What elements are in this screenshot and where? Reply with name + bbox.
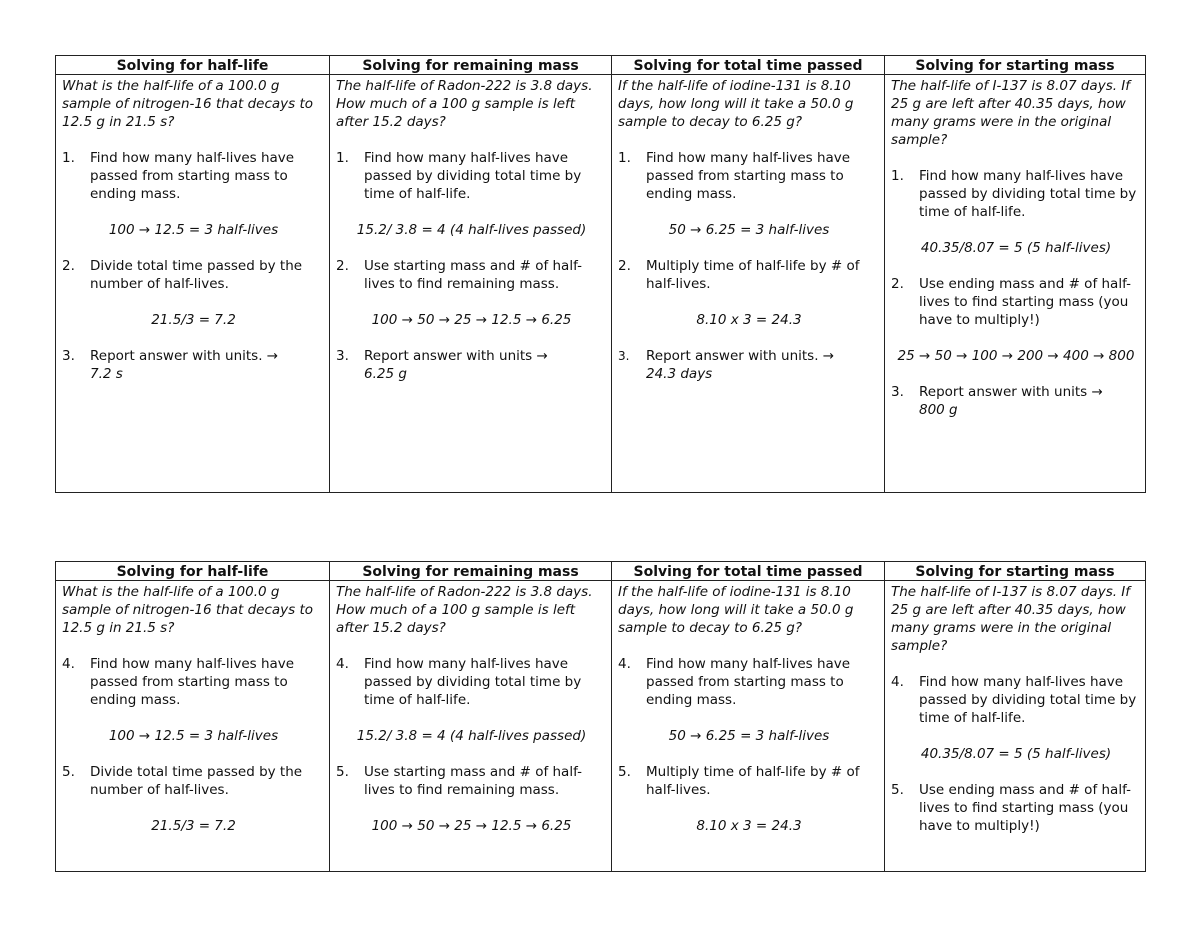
- step-number: 4.: [891, 674, 904, 690]
- calculation: 15.2/ 3.8 = 4 (4 half-lives passed): [356, 728, 587, 744]
- worksheet-table-bottom: [55, 561, 1146, 872]
- cell-total-time: [612, 75, 885, 493]
- step-number: 1.: [618, 150, 631, 166]
- cell-half-life: [56, 75, 330, 493]
- step-number: 3.: [336, 348, 349, 364]
- step-1: [891, 167, 1141, 221]
- step-text: Find how many half-lives have passed from starting mass to ending mass.: [646, 150, 851, 202]
- step-text: Use starting mass and # of half-lives to find remaining mass.: [364, 764, 582, 798]
- step-number: 5.: [618, 764, 631, 780]
- calculation: 8.10 x 3 = 24.3: [696, 818, 802, 834]
- calculation: 8.10 x 3 = 24.3: [696, 312, 802, 328]
- header-starting-mass: Solving for starting mass: [885, 562, 1146, 581]
- step-number: 1.: [891, 168, 904, 184]
- step-number: 3.: [618, 349, 630, 363]
- step-5: [618, 763, 880, 799]
- calculation: 100 → 50 → 25 → 12.5 → 6.25: [371, 312, 572, 328]
- step-text: Find how many half-lives have passed by dividing total time by time of half-life.: [919, 168, 1137, 220]
- step-3: [618, 347, 880, 383]
- step-2: [891, 275, 1141, 329]
- step-number: 5.: [891, 782, 904, 798]
- step-number: 4.: [336, 656, 349, 672]
- step-text: Use ending mass and # of half-lives to find starting mass (you have to multiply!): [919, 782, 1131, 834]
- cell-half-life: [56, 581, 330, 872]
- step-number: 2.: [62, 258, 75, 274]
- calculation: 40.35/8.07 = 5 (5 half-lives): [920, 746, 1112, 762]
- question: What is the half-life of a 100.0 g sample of nitrogen-16 that decays to 12.5 g in 21.5 s?: [62, 78, 314, 130]
- calculation: 100 → 12.5 = 3 half-lives: [108, 222, 279, 238]
- step-number: 4.: [62, 656, 75, 672]
- header-row: [56, 562, 1146, 581]
- answer: 7.2 s: [90, 366, 123, 382]
- cell-remaining-mass: [330, 75, 612, 493]
- header-remaining-mass: Solving for remaining mass: [330, 562, 612, 581]
- answer: 800 g: [919, 402, 958, 418]
- step-3: [336, 347, 607, 383]
- answer: 6.25 g: [364, 366, 407, 382]
- question: The half-life of I-137 is 8.07 days. If 25 g are left after 40.35 days, how many grams were in the original sample?: [891, 584, 1131, 654]
- step-text: Find how many half-lives have passed from starting mass to ending mass.: [90, 656, 295, 708]
- step-text: Divide total time passed by the number of half-lives.: [90, 764, 303, 798]
- calculation: 25 → 50 → 100 → 200 → 400 → 800: [897, 348, 1135, 364]
- step-number: 1.: [62, 150, 75, 166]
- header-total-time: Solving for total time passed: [612, 56, 885, 75]
- calculation: 100 → 12.5 = 3 half-lives: [108, 728, 279, 744]
- calculation: 40.35/8.07 = 5 (5 half-lives): [920, 240, 1112, 256]
- step-text: Divide total time passed by the number of half-lives.: [90, 258, 303, 292]
- step-number: 2.: [336, 258, 349, 274]
- step-text: Multiply time of half-life by # of half-lives.: [646, 258, 860, 292]
- calculation: 15.2/ 3.8 = 4 (4 half-lives passed): [356, 222, 587, 238]
- step-number: 1.: [336, 150, 349, 166]
- calculation: 50 → 6.25 = 3 half-lives: [668, 222, 830, 238]
- step-text: Report answer with units. →: [646, 348, 835, 364]
- step-number: 2.: [891, 276, 904, 292]
- worksheet-table-top: [55, 55, 1146, 493]
- calculation: 21.5/3 = 7.2: [151, 818, 236, 834]
- calculation: 21.5/3 = 7.2: [151, 312, 236, 328]
- step-5: [336, 763, 607, 799]
- step-number: 2.: [618, 258, 631, 274]
- step-text: Find how many half-lives have passed from starting mass to ending mass.: [90, 150, 295, 202]
- answer: 24.3 days: [646, 366, 713, 382]
- step-number: 3.: [62, 348, 75, 364]
- calculation: 50 → 6.25 = 3 half-lives: [668, 728, 830, 744]
- step-2: [62, 257, 325, 293]
- step-text: Use ending mass and # of half-lives to find starting mass (you have to multiply!): [919, 276, 1131, 328]
- step-4: [618, 655, 880, 709]
- header-remaining-mass: Solving for remaining mass: [330, 56, 612, 75]
- step-text: Use starting mass and # of half-lives to find remaining mass.: [364, 258, 582, 292]
- step-text: Find how many half-lives have passed by dividing total time by time of half-life.: [919, 674, 1137, 726]
- cell-starting-mass: [885, 75, 1146, 493]
- step-text: Find how many half-lives have passed by dividing total time by time of half-life.: [364, 656, 582, 708]
- step-text: Report answer with units →: [919, 384, 1103, 400]
- step-2: [336, 257, 607, 293]
- body-row: [56, 75, 1146, 493]
- step-2: [618, 257, 880, 293]
- step-4: [336, 655, 607, 709]
- step-number: 4.: [618, 656, 631, 672]
- step-5: [62, 763, 325, 799]
- question: If the half-life of iodine-131 is 8.10 days, how long will it take a 50.0 g sample to decay to 6.25 g?: [618, 584, 854, 636]
- step-1: [336, 149, 607, 203]
- step-text: Find how many half-lives have passed from starting mass to ending mass.: [646, 656, 851, 708]
- header-total-time: Solving for total time passed: [612, 562, 885, 581]
- step-text: Report answer with units. →: [90, 348, 279, 364]
- step-1: [62, 149, 325, 203]
- body-row: [56, 581, 1146, 872]
- header-half-life: Solving for half-life: [56, 562, 330, 581]
- step-text: Report answer with units →: [364, 348, 548, 364]
- step-number: 5.: [62, 764, 75, 780]
- step-5: [891, 781, 1141, 835]
- step-1: [618, 149, 880, 203]
- header-half-life: Solving for half-life: [56, 56, 330, 75]
- cell-remaining-mass: [330, 581, 612, 872]
- step-4: [891, 673, 1141, 727]
- step-4: [62, 655, 325, 709]
- step-number: 3.: [891, 384, 904, 400]
- question: The half-life of Radon-222 is 3.8 days. How much of a 100 g sample is left after 15.2 days?: [336, 584, 593, 636]
- header-starting-mass: Solving for starting mass: [885, 56, 1146, 75]
- question: The half-life of Radon-222 is 3.8 days. How much of a 100 g sample is left after 15.2 days?: [336, 78, 593, 130]
- step-text: Multiply time of half-life by # of half-lives.: [646, 764, 860, 798]
- cell-starting-mass: [885, 581, 1146, 872]
- question: What is the half-life of a 100.0 g sample of nitrogen-16 that decays to 12.5 g in 21.5 s?: [62, 584, 314, 636]
- step-3: [62, 347, 325, 383]
- calculation: 100 → 50 → 25 → 12.5 → 6.25: [371, 818, 572, 834]
- header-row: [56, 56, 1146, 75]
- cell-total-time: [612, 581, 885, 872]
- step-number: 5.: [336, 764, 349, 780]
- step-text: Find how many half-lives have passed by dividing total time by time of half-life.: [364, 150, 582, 202]
- question: The half-life of I-137 is 8.07 days. If 25 g are left after 40.35 days, how many grams were in the original sample?: [891, 78, 1131, 148]
- question: If the half-life of iodine-131 is 8.10 days, how long will it take a 50.0 g sample to decay to 6.25 g?: [618, 78, 854, 130]
- step-3: [891, 383, 1141, 419]
